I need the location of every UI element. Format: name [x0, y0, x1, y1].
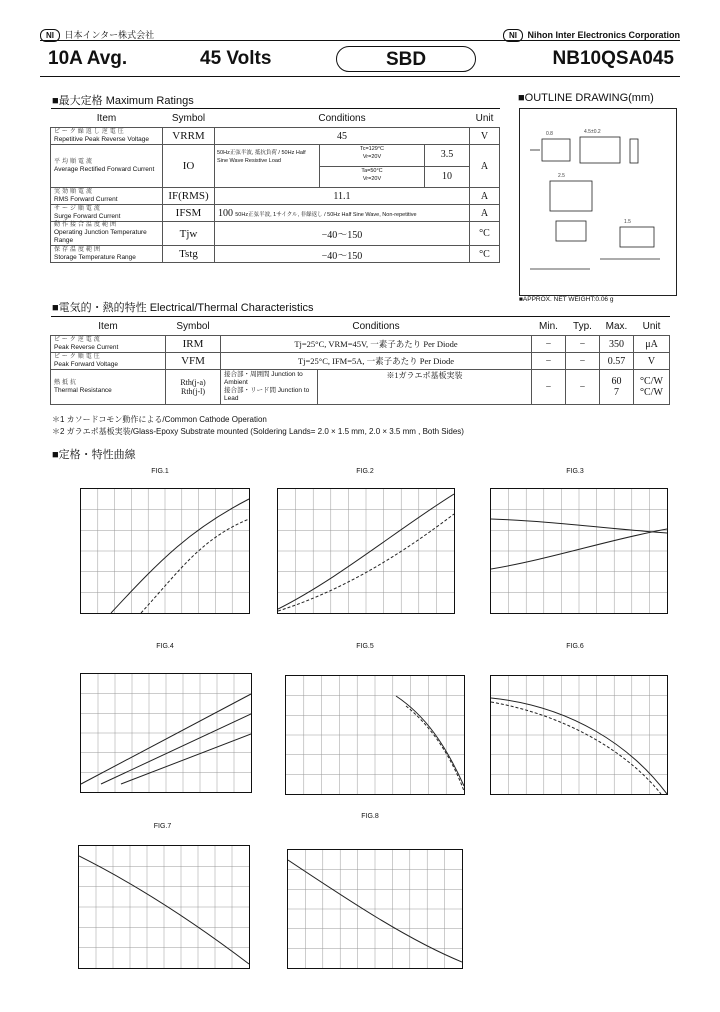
col-min: Min.: [532, 317, 566, 336]
title-rule: [40, 76, 680, 77]
table-row: ピーク逆電流 Peak Reverse Current IRM Tj=25°C, VRM=45V, 一素子あたり Per Diode − − 350 μA: [51, 336, 670, 353]
table-row: 実効順電流 RMS Forward Current IF(RMS) 11.1 A: [51, 188, 500, 205]
title-current: 10A Avg.: [48, 48, 128, 69]
col-item: Item: [51, 317, 166, 336]
elec-heading: ■電気的・熱的特性 Electrical/Thermal Characteristics: [52, 302, 314, 314]
max-ratings-table: [50, 108, 500, 263]
fig-4-plot: [81, 674, 251, 792]
fig-7-plot: [79, 846, 249, 968]
company-name-en: Nihon Inter Electronics Corporation: [527, 30, 680, 40]
fig-7: FIG.7: [70, 823, 255, 998]
company-logo: NI: [40, 29, 60, 42]
outline-drawing: [519, 108, 677, 296]
col-unit: Unit: [470, 109, 500, 128]
col-typ: Typ.: [566, 317, 600, 336]
max-ratings-heading: ■最大定格 Maximum Ratings: [52, 95, 194, 107]
fig-8: FIG.8: [275, 813, 465, 993]
table-row: 熱抵抗 Thermal Resistance Rth(j-a) Rth(j-l) 接合部・周囲間 Junction to Ambient 接合部・リード間 Junction to Lead ※1ガラエポ基板実装 − − 60 7 °C/W °C/W: [51, 370, 670, 405]
title-voltage: 45 Volts: [200, 48, 272, 69]
fig-6: FIG.6: [480, 643, 670, 813]
fig-6-plot: [491, 676, 667, 794]
table-row: 平均順電流 Average Rectified Forward Current IO 50Hz正弦半波, 抵抗負荷 / 50Hz Half Sine Wave Resistive Load Tc=129°C Vr=20V 3.5 Ta=50°C Vr=20V 10 A: [51, 145, 500, 188]
fig-5: FIG.5: [265, 643, 465, 813]
curves-heading: ■定格・特性曲線: [52, 449, 136, 461]
title-part-number: NB10QSA045: [552, 48, 674, 69]
package-outline-drawing: [520, 109, 676, 295]
col-unit: Unit: [634, 317, 670, 336]
company-logo-right: NI: [503, 29, 523, 42]
note-2: ＊2 ガラエポ基板実装/Glass-Epoxy Substrate mounted (Soldering Lands= 2.0 × 1.5 mm, 2.0 × 3.5 mm , Both Sides): [52, 427, 464, 436]
fig-1-plot: [81, 489, 249, 613]
col-symbol: Symbol: [163, 109, 215, 128]
fig-8-plot: [288, 850, 462, 968]
fig-3: FIG.3: [480, 468, 670, 638]
svg-text:1.5: 1.5: [624, 219, 631, 225]
col-conditions: Conditions: [215, 109, 470, 128]
company-name-jp: 日本インター株式会社: [64, 30, 155, 40]
fig-1: FIG.1: [70, 468, 250, 638]
col-conditions: Conditions: [221, 317, 532, 336]
col-max: Max.: [600, 317, 634, 336]
svg-text:0.8: 0.8: [546, 131, 553, 137]
col-symbol: Symbol: [166, 317, 221, 336]
table-row: ピーク順電圧 Peak Forward Voltage VFM Tj=25°C, IFM=5A, 一素子あたり Per Diode − − 0.57 V: [51, 353, 670, 370]
fig-5-plot: [286, 676, 464, 794]
elec-table: [50, 316, 670, 405]
table-row: 保存温度範囲 Storage Temperature Range Tstg −40〜150 °C: [51, 246, 500, 263]
header-rule: [40, 40, 680, 41]
fig-3-plot: [491, 489, 667, 613]
fig-2: FIG.2: [265, 468, 465, 638]
table-row: サージ順電流 Surge Forward Current IFSM 100 50Hz正弦半波, 1サイクル, 非繰返し / 50Hz Half Sine Wave, Non-repetitive A: [51, 205, 500, 222]
svg-text:4.5±0.2: 4.5±0.2: [584, 129, 601, 135]
outline-heading: ■OUTLINE DRAWING(mm): [518, 92, 654, 104]
outline-weight: ■APPROX. NET WEIGHT:0.06 g: [519, 296, 614, 303]
table-row: ピーク繰返し逆電圧 Repetitive Peak Reverse Voltage VRRM 45 V: [51, 128, 500, 145]
title-type-pill: SBD: [336, 46, 476, 72]
title-bar: [40, 46, 680, 72]
col-item: Item: [51, 109, 163, 128]
svg-text:2.5: 2.5: [558, 173, 565, 179]
table-row: 動作接合温度範囲 Operating Junction Temperature Range Tjw −40〜150 °C: [51, 222, 500, 246]
note-1: ＊1 カソードコモン動作による/Common Cathode Operation: [52, 415, 267, 424]
fig-4: FIG.4: [70, 643, 260, 813]
fig-2-plot: [278, 489, 454, 613]
